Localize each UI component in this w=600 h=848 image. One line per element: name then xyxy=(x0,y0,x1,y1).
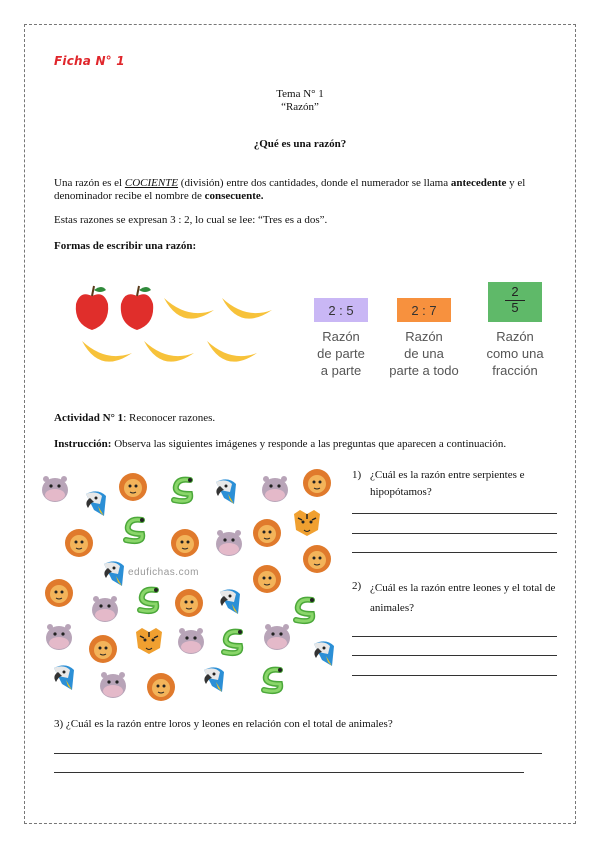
formas-heading: Formas de escribir una razón: xyxy=(54,240,197,252)
hippo-icon xyxy=(178,628,204,654)
answer-line[interactable] xyxy=(352,513,557,514)
snake-icon xyxy=(296,598,314,621)
parrot-icon xyxy=(86,491,106,516)
ratio-box-part-whole: 2 : 7 xyxy=(397,298,451,322)
answer-line[interactable] xyxy=(54,772,524,773)
hippo-icon xyxy=(262,476,288,502)
hippo-icon xyxy=(92,596,118,622)
ratio-box-part-part: 2 : 5 xyxy=(314,298,368,322)
question-1-text: ¿Cuál es la razón entre serpientes e hipopótamos? xyxy=(370,469,525,498)
lion-icon xyxy=(253,519,281,547)
cociente-term: COCIENTE xyxy=(124,177,179,189)
snake-icon xyxy=(140,588,158,611)
lion-icon xyxy=(45,579,73,607)
lion-icon xyxy=(147,673,175,701)
question-2-number: 2) xyxy=(352,580,362,592)
ratio-box-fraction: 2 5 xyxy=(488,282,542,322)
antecedente-term: antecedente xyxy=(450,177,507,189)
parrot-icon xyxy=(220,589,240,614)
lion-icon xyxy=(253,565,281,593)
snake-icon xyxy=(264,668,282,691)
question-1-number: 1) xyxy=(352,469,362,481)
lion-icon xyxy=(89,635,117,663)
tiger-icon xyxy=(136,628,162,654)
watermark: edufichas.com xyxy=(128,567,199,578)
hippo-icon xyxy=(46,624,72,650)
parrot-icon xyxy=(314,641,334,666)
snake-icon xyxy=(174,478,192,501)
banana-icon xyxy=(164,298,214,319)
hippo-icon xyxy=(42,476,68,502)
parrot-icon xyxy=(216,479,236,504)
tema-name: “Razón” xyxy=(281,101,319,113)
parrot-icon xyxy=(204,667,224,692)
apple-icon xyxy=(121,286,153,330)
parrot-icon xyxy=(54,665,74,690)
hippo-icon xyxy=(264,624,290,650)
consecuente-term: consecuente. xyxy=(204,190,264,202)
parrot-icon xyxy=(104,561,124,586)
answer-line[interactable] xyxy=(352,655,557,656)
lion-icon xyxy=(65,529,93,557)
fruit-illustration xyxy=(70,282,285,382)
label-part-whole: Razón de una parte a todo xyxy=(389,329,459,378)
label-part-part: Razón de parte a parte xyxy=(317,329,365,378)
expressed-text: Estas razones se expresan 3 : 2, lo cual se lee: “Tres es a dos”. xyxy=(54,214,328,226)
banana-icon xyxy=(222,298,272,319)
lion-icon xyxy=(303,545,331,573)
activity-line: Actividad N° 1: Reconocer razones. xyxy=(54,412,216,424)
banana-icon xyxy=(144,341,194,362)
ficha-label: Ficha N° 1 xyxy=(54,54,125,68)
answer-line[interactable] xyxy=(352,533,557,534)
lion-icon xyxy=(119,473,147,501)
tema-title: Tema N° 1 xyxy=(276,88,324,100)
snake-icon xyxy=(126,518,144,541)
definition-paragraph: Una razón es el COCIENTE (división) entre dos cantidades, donde el numerador se llama antecedente y el denominador recibe el nombre de consecuente. xyxy=(54,177,526,202)
answer-line[interactable] xyxy=(352,675,557,676)
answer-line[interactable] xyxy=(54,753,542,754)
question-heading: ¿Qué es una razón? xyxy=(253,138,347,150)
animals-illustration xyxy=(38,466,338,706)
banana-icon xyxy=(207,341,257,362)
lion-icon xyxy=(303,469,331,497)
answer-line[interactable] xyxy=(352,636,557,637)
instruction-line: Instrucción: Observa las siguientes imágenes y responde a las preguntas que aparecen a continuación. xyxy=(54,438,507,450)
question-3-text: 3) ¿Cuál es la razón entre loros y leones en relación con el total de animales? xyxy=(54,718,393,730)
hippo-icon xyxy=(216,530,242,556)
tiger-icon xyxy=(294,510,320,536)
banana-icon xyxy=(82,341,132,362)
answer-line[interactable] xyxy=(352,552,557,553)
snake-icon xyxy=(224,630,242,653)
apple-icon xyxy=(76,286,108,330)
label-fraction: Razón como una fracción xyxy=(486,329,544,378)
lion-icon xyxy=(171,529,199,557)
question-2-text: ¿Cuál es la razón entre leones y el total de animales? xyxy=(370,582,556,614)
hippo-icon xyxy=(100,672,126,698)
lion-icon xyxy=(175,589,203,617)
